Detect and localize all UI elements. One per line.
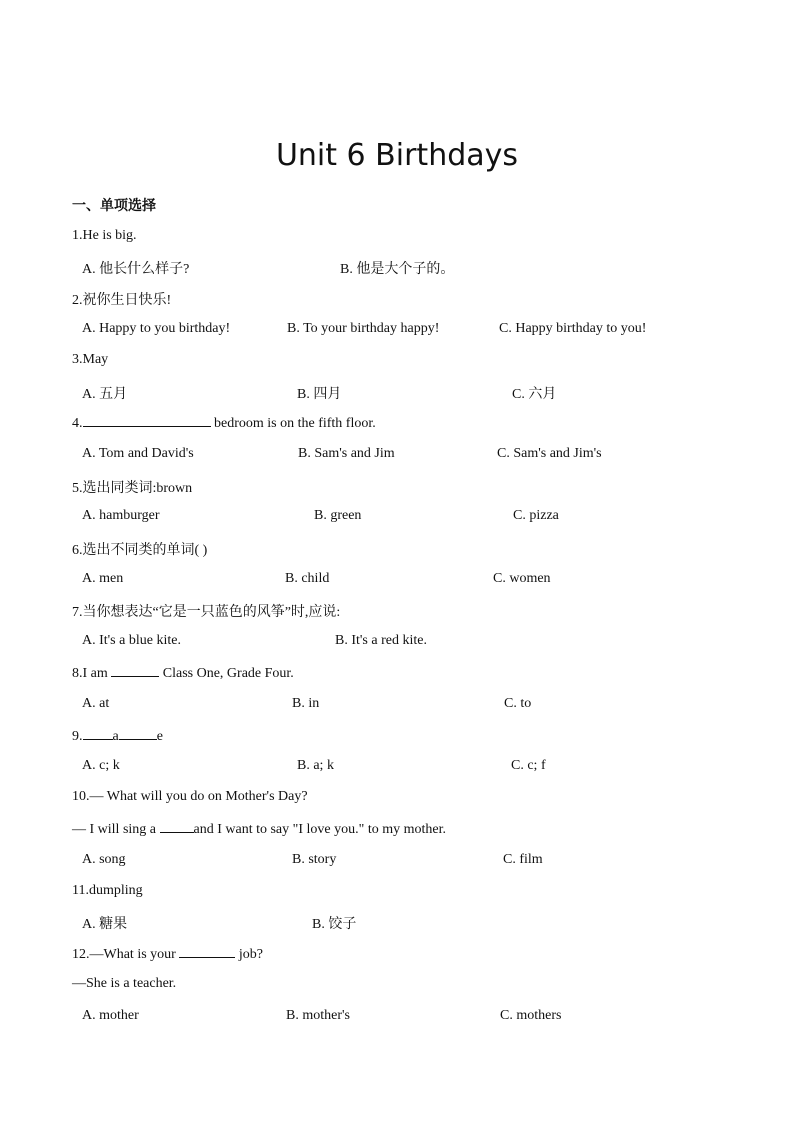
question-3: 3.May (72, 352, 109, 367)
q9-suffix: e (156, 729, 163, 744)
q9-prefix: 9. (72, 729, 83, 744)
q6-option-a[interactable]: A. men (82, 571, 124, 586)
q9-mid: a (112, 729, 119, 744)
q7-option-b[interactable]: B. It's a red kite. (335, 633, 427, 648)
q6-option-b[interactable]: B. child (285, 571, 330, 586)
q3-option-a[interactable]: A. 五月 (82, 387, 128, 402)
q8-suffix: Class One, Grade Four. (159, 666, 294, 681)
q4-option-a[interactable]: A. Tom and David's (82, 446, 194, 461)
q11-option-a[interactable]: A. 糖果 (82, 917, 128, 932)
q9-option-a[interactable]: A. c; k (82, 758, 120, 773)
question-2: 2.祝你生日快乐! (72, 293, 172, 308)
q1-option-a[interactable]: A. 他长什么样子? (82, 262, 190, 277)
q12-option-b[interactable]: B. mother's (286, 1008, 350, 1023)
q10-prefix: — I will sing a (72, 822, 160, 837)
page-title: Unit 6 Birthdays (275, 138, 519, 173)
q2-option-a[interactable]: A. Happy to you birthday! (82, 321, 231, 336)
q4-prefix: 4. (72, 416, 83, 431)
q10-suffix: and I want to say "I love you." to my mother. (193, 822, 446, 837)
q4-blank[interactable] (83, 414, 211, 427)
q9-blank-1[interactable] (83, 727, 113, 740)
question-7: 7.当你想表达“它是一只蓝色的风筝”时,应说: (72, 605, 341, 620)
q10-option-a[interactable]: A. song (82, 852, 126, 867)
q8-prefix: 8.I am (72, 666, 112, 681)
q8-option-a[interactable]: A. at (82, 696, 110, 711)
q12-suffix: job? (235, 947, 263, 962)
q12-option-c[interactable]: C. mothers (500, 1008, 562, 1023)
q12-blank[interactable] (179, 945, 235, 958)
q4-option-c[interactable]: C. Sam's and Jim's (497, 446, 602, 461)
question-10: 10.— What will you do on Mother's Day? (72, 789, 308, 804)
question-8 (72, 664, 294, 682)
q7-option-a[interactable]: A. It's a blue kite. (82, 633, 181, 648)
q12-prefix: 12.—What is your (72, 947, 180, 962)
q12-option-a[interactable]: A. mother (82, 1008, 139, 1023)
question-12-line-2: —She is a teacher. (72, 976, 177, 991)
q8-blank[interactable] (111, 664, 159, 677)
q9-option-b[interactable]: B. a; k (297, 758, 334, 773)
question-4 (72, 414, 376, 432)
q5-option-a[interactable]: A. hamburger (82, 508, 160, 523)
q10-blank[interactable] (160, 820, 194, 833)
question-6: 6.选出不同类的单词( ) (72, 543, 208, 558)
q11-option-b[interactable]: B. 饺子 (312, 917, 357, 932)
q1-option-b[interactable]: B. 他是大个子的。 (340, 262, 455, 277)
question-5: 5.选出同类词:brown (72, 481, 193, 496)
q4-suffix: bedroom is on the fifth floor. (210, 416, 376, 431)
q10-option-b[interactable]: B. story (292, 852, 337, 867)
q2-option-b[interactable]: B. To your birthday happy! (287, 321, 440, 336)
question-9 (72, 727, 163, 745)
q5-option-c[interactable]: C. pizza (513, 508, 559, 523)
question-12 (72, 945, 263, 963)
q3-option-b[interactable]: B. 四月 (297, 387, 342, 402)
question-1: 1.He is big. (72, 228, 137, 243)
section-heading: 一、单项选择 (72, 198, 156, 214)
q10-option-c[interactable]: C. film (503, 852, 543, 867)
q4-option-b[interactable]: B. Sam's and Jim (298, 446, 395, 461)
q8-option-c[interactable]: C. to (504, 696, 532, 711)
q5-option-b[interactable]: B. green (314, 508, 362, 523)
q3-option-c[interactable]: C. 六月 (512, 387, 557, 402)
q2-option-c[interactable]: C. Happy birthday to you! (499, 321, 647, 336)
q9-blank-2[interactable] (119, 727, 157, 740)
q6-option-c[interactable]: C. women (493, 571, 551, 586)
question-11: 11.dumpling (72, 883, 143, 898)
q8-option-b[interactable]: B. in (292, 696, 320, 711)
question-10-line-2 (72, 820, 446, 838)
q9-option-c[interactable]: C. c; f (511, 758, 546, 773)
